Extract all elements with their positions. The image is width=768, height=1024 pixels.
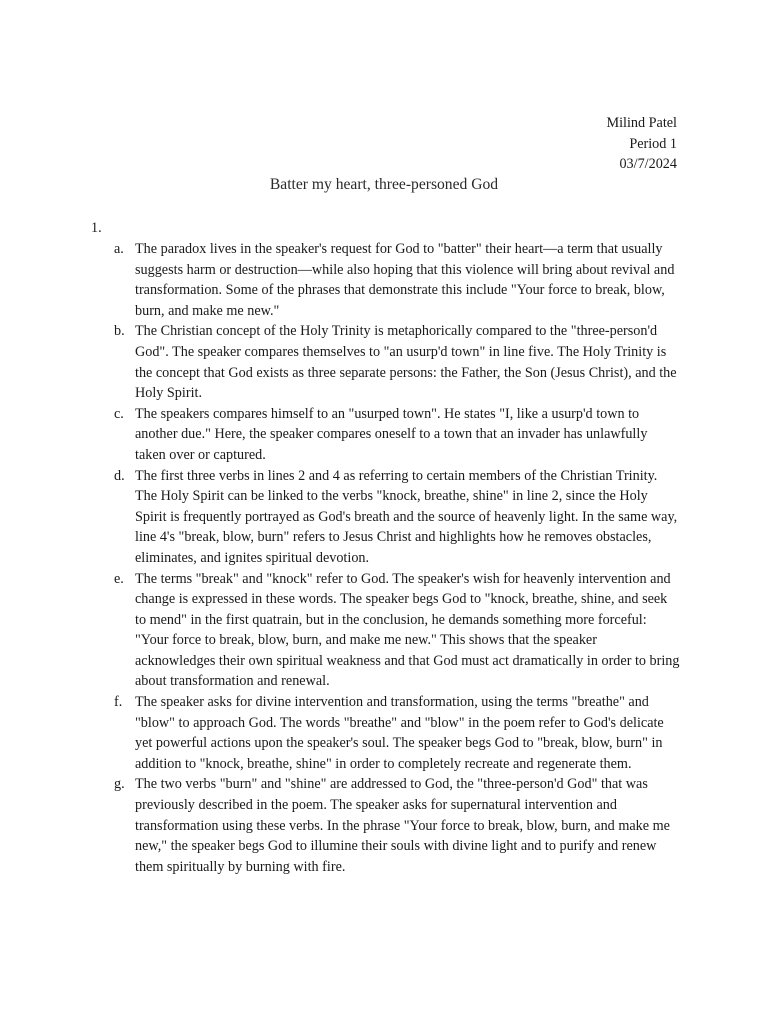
item-letter: a. [114,241,124,257]
item-letter: f. [114,694,123,711]
header-block [606,113,677,175]
list-item [114,569,680,693]
list-item [114,466,680,569]
item-letter: g. [114,776,125,793]
student-name: Milind Patel [606,115,677,131]
item-text: The terms "break" and "knock" refer to God. The speaker's wish for heavenly intervention and change is expressed in these words. The speaker begs God to "knock, breathe, shine, and seek to mend" in the first quatrain, but in the conclusion, he demands something more forceful: "Your force to break, blow, burn, and make me new." This shows that the speaker acknowledges their own spiritual weakness and that God must act dramatically in order to bring about transformation and renewal. [135,570,680,690]
question-number: 1. [91,220,102,236]
list-item [114,774,680,877]
class-period: Period 1 [629,135,677,152]
list-item [114,239,680,321]
item-text: The speaker asks for divine intervention and transformation, using the terms "breathe" and "blow" to approach God. The words "breathe" and "blow" in the poem refer to God's delicate yet powerful actions upon the speaker's soul. The speaker begs God to "break, blow, burn" in addition to "knock, breathe, shine" in order to completely recreate and regenerate them. [135,694,664,772]
item-text: The first three verbs in lines 2 and 4 as referring to certain members of the Christian Trinity. The Holy Spirit can be linked to the verbs "knock, breathe, shine" in line 2, since the Holy Spirit is frequently portrayed as God's breath and the source of heavenly light. In the same way, line 4's "break, blow, burn" refers to Jesus Christ and highlights how he removes obstacles, eliminates, and ignites spiritual devotion. [135,467,678,566]
answer-list [114,239,680,877]
item-text: The Christian concept of the Holy Trinity is metaphorically compared to the "three-person'd God". The speaker compares themselves to "an usurp'd town" in line five. The Holy Trinity is the concept that God exists as three separate persons: the Father, the Son (Jesus Christ), and the Holy Spirit. [135,323,677,402]
item-text: The speakers compares himself to an "usurped town". He states "I, like a usurp'd town to another due." Here, the speaker compares oneself to a town that an invader has unlawfully taken over or captured. [135,405,648,463]
date: 03/7/2024 [619,156,677,173]
document-title: Batter my heart, three-personed God [269,176,499,193]
item-text: The paradox lives in the speaker's request for God to "batter" their heart—a term that usually suggests harm or destruction—while also hoping that this violence will bring about revival and transformation. Some of the phrases that demonstrate this include "Your force to break, blow, burn, and make me new." [135,241,675,319]
item-text: The two verbs "burn" and "shine" are addressed to God, the "three-person'd God" that was previously described in the poem. The speaker asks for supernatural intervention and transformation using these verbs. In the phrase "Your force to break, blow, burn, and make me new," the speaker begs God to illumine their souls with divine light and to purify and renew them spiritually by burning with fire. [135,776,670,875]
item-letter: b. [114,323,125,340]
list-item [114,321,680,403]
item-letter: d. [114,467,125,484]
item-letter: c. [114,405,124,422]
item-letter: e. [114,570,124,587]
list-item [114,692,680,774]
list-item [114,404,680,466]
